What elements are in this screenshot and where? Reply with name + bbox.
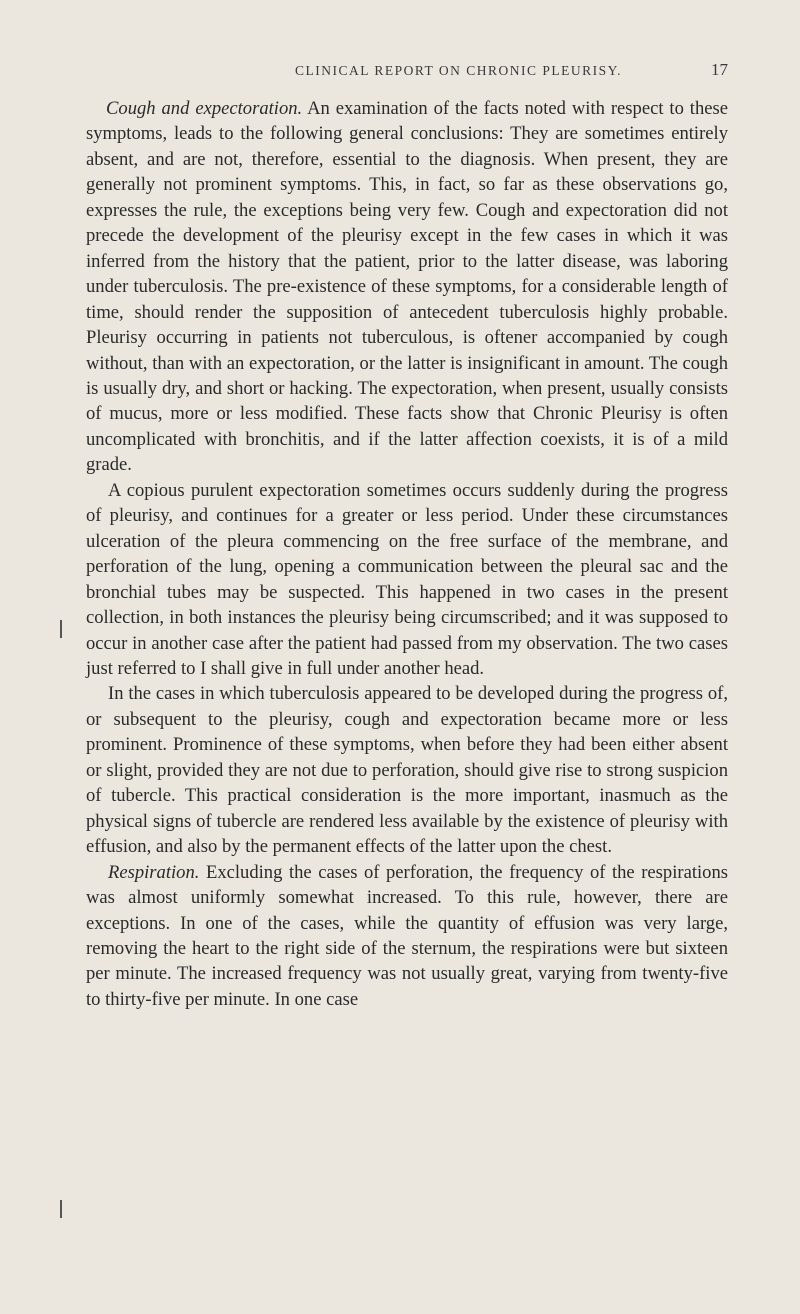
paragraph-respiration xyxy=(86,860,728,1013)
running-head xyxy=(86,60,728,90)
margin-mark xyxy=(60,620,62,638)
paragraph-cough-expectoration xyxy=(86,96,728,478)
run-in-heading: Cough and expectoration. xyxy=(106,98,303,119)
running-title: CLINICAL REPORT ON CHRONIC PLEURISY. xyxy=(294,63,623,78)
paragraph-purulent-expectoration xyxy=(86,478,728,682)
paragraph-text: An examination of the facts noted with respect to these symptoms, leads to the following general conclusions: They are sometimes entirely absent, and are not, therefore, essential to the diagnosis. When present, they are generally not prominent symptoms. This, in fact, so far as these observations go, expresses the rule, the exceptions being very few. Cough and expectoration did not precede the development of the pleurisy except in the few cases in which it was inferred from the history that the patient, prior to the latter disease, was laboring under tuberculosis. The pre-existence of these symptoms, for a considerable length of time, should render the supposition of antecedent tuberculosis highly probable. Pleurisy occurring in patients not tuberculous, is oftener accompanied by cough without, than with an expectoration, or the latter is insignificant in amount. The cough is usually dry, and short or hacking. The expectoration, when present, usually consists of mucus, more or less modified. These facts show that Chronic Pleurisy is often uncomplicated with bronchitis, and if the latter affection coexists, it is of a mild grade. xyxy=(86,98,728,476)
paragraph-text: In the cases in which tuberculosis appeared to be developed during the progress of, or subsequent to the pleurisy, cough and expectoration became more or less prominent. Prominence of these symptoms, when before they had been either absent or slight, provided they are not due to perforation, should give rise to strong suspicion of tubercle. This practical consideration is the more important, inasmuch as the physical signs of tubercle are rendered less available by the existence of pleurisy with effusion, and also by the permanent effects of the latter upon the chest. xyxy=(86,683,728,858)
paragraph-tuberculosis xyxy=(86,681,728,859)
paragraph-text: Excluding the cases of perforation, the frequency of the respirations was almost uniformly somewhat increased. To this rule, however, there are exceptions. In one of the cases, while the quantity of effusion was very large, removing the heart to the right side of the sternum, the respirations were but sixteen per minute. The increased frequency was not usually great, varying from twenty-five to thirty-five per minute. In one case xyxy=(86,861,728,1010)
paragraph-text: A copious purulent expectoration sometimes occurs suddenly during the progress of pleurisy, and continues for a greater or less period. Under these circumstances ulceration of the pleura commencing on the free surface of the membrane, and perforation of the lung, opening a communication between the pleural sac and the bronchial tubes may be suspected. This happened in two cases in the present collection, in both instances the pleurisy being circumscribed; and it was supposed to occur in another case after the patient had passed from my observation. The two cases just referred to I shall give in full under another head. xyxy=(86,479,728,679)
run-in-heading: Respiration. xyxy=(108,861,200,883)
margin-mark xyxy=(60,1200,62,1218)
body-text xyxy=(86,96,728,1012)
page-number: 17 xyxy=(711,60,728,79)
